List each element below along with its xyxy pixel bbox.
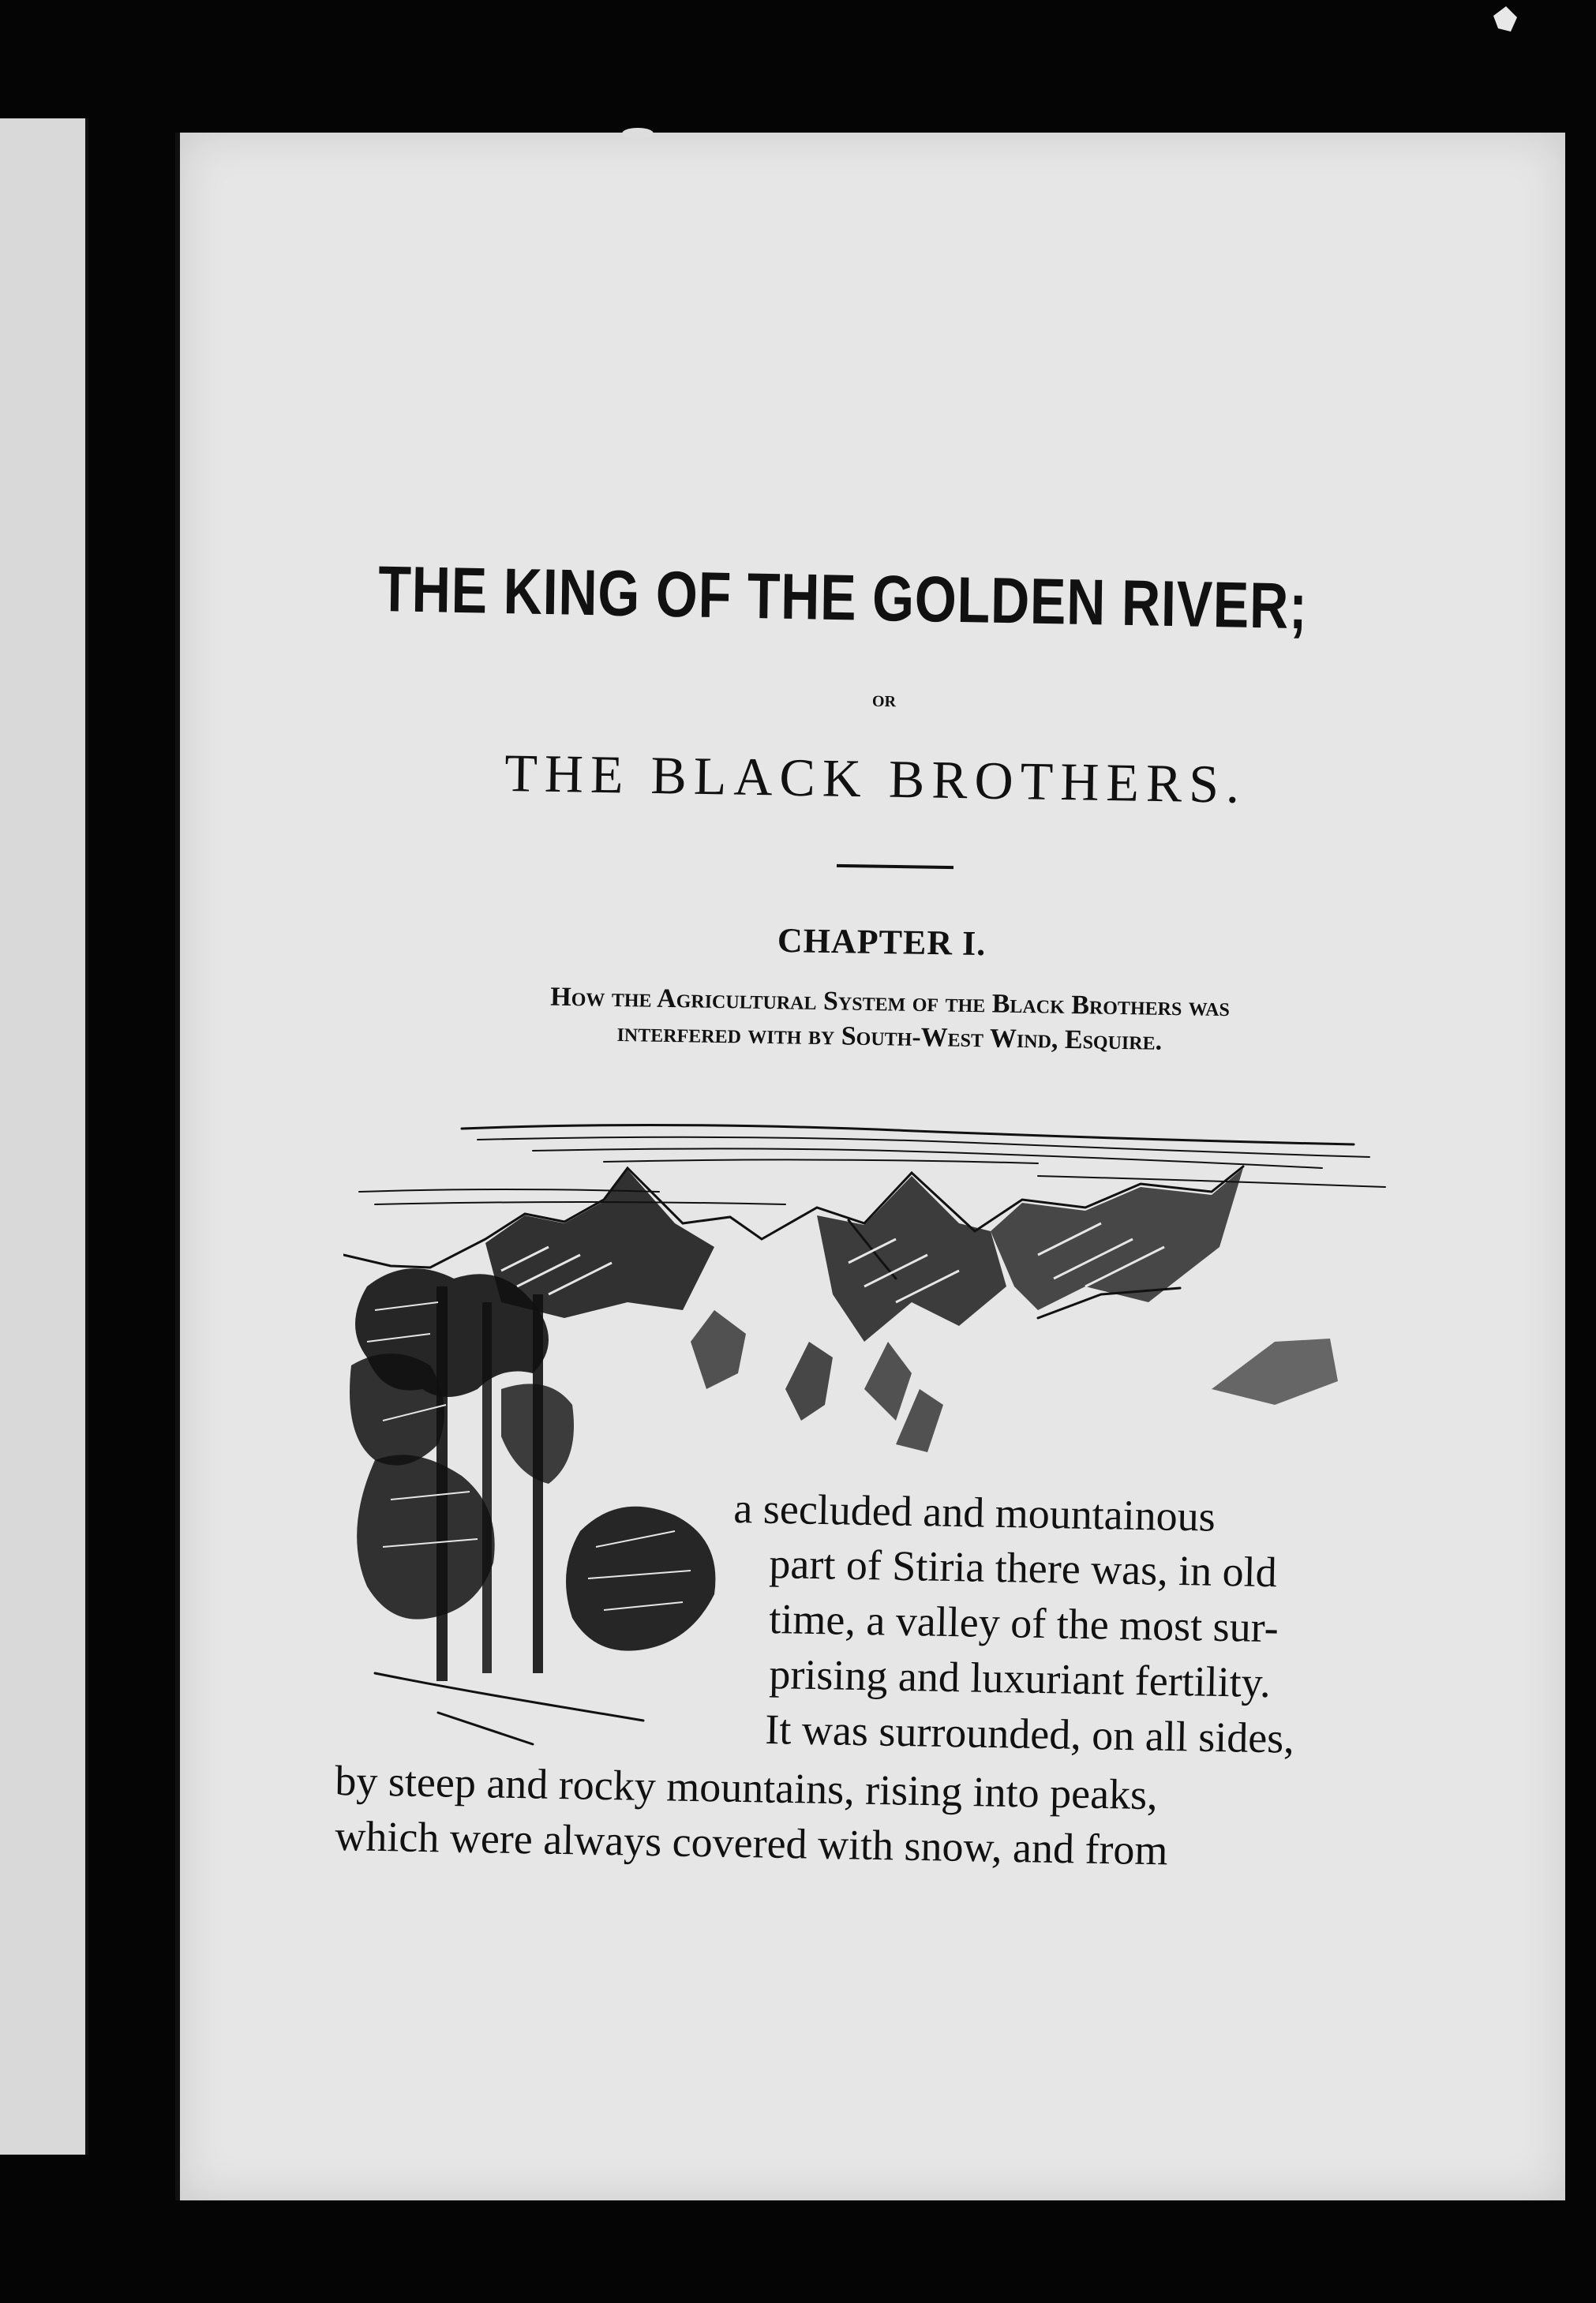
chapter-description-line-2: interfered with by South-West Wind, Esquire. — [616, 1017, 1163, 1056]
book-title: THE KING OF THE GOLDEN RIVER; — [377, 552, 1309, 643]
body-line-1: a secluded and mountainous — [732, 1484, 1216, 1541]
body-line-6: by steep and rocky mountains, rising into peaks, — [334, 1756, 1159, 1819]
book-subtitle: THE BLACK BROTHERS. — [504, 742, 1247, 814]
body-line-4: prising and luxuriant fertility. — [768, 1650, 1272, 1707]
body-line-7: which were always covered with snow, and from — [334, 1811, 1168, 1874]
title-or: OR — [871, 692, 897, 711]
corner-blot-icon — [1490, 5, 1522, 33]
body-line-5: It was surrounded, on all sides, — [764, 1705, 1295, 1762]
chapter-description-line-1: How the Agricultural System of the Black Brothers was — [550, 982, 1231, 1023]
left-page-edge — [0, 118, 88, 2155]
body-line-3: time, a valley of the most sur- — [768, 1594, 1279, 1652]
chapter-heading: CHAPTER I. — [777, 920, 987, 964]
body-line-2: part of Stiria there was, in old — [768, 1539, 1278, 1597]
